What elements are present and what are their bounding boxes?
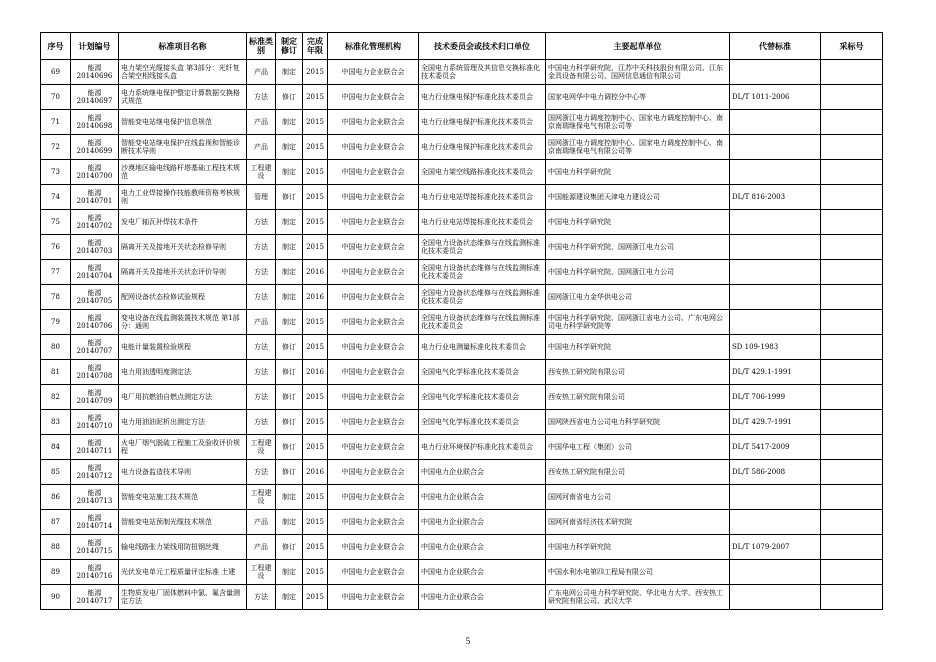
header-management-org: 标准化管理机构 bbox=[328, 33, 419, 60]
table-row bbox=[41, 260, 883, 285]
cell-drafting-units: 西安热工研究院有限公司 bbox=[546, 360, 730, 385]
cell-plan-no: 能源 20140712 bbox=[71, 460, 119, 485]
cell-project-name: 智能变电站继电保护在线监视和智能诊断技术导则 bbox=[119, 135, 247, 160]
cell-project-name: 电能计量装置检验规程 bbox=[119, 335, 247, 360]
cell-technical-committee: 全国电力设备状态维修与在线监测标准化技术委员会 bbox=[419, 310, 546, 335]
cell-category: 产品 bbox=[247, 60, 276, 85]
cell-drafting-units: 中国电力科学研究院 bbox=[546, 160, 730, 185]
cell-replaced-standard bbox=[730, 285, 821, 310]
cell-management-org: 中国电力企业联合会 bbox=[328, 485, 419, 510]
cell-replaced-standard bbox=[730, 160, 821, 185]
cell-adoption-no bbox=[821, 335, 883, 360]
table-row bbox=[41, 410, 883, 435]
cell-replaced-standard bbox=[730, 210, 821, 235]
cell-management-org: 中国电力企业联合会 bbox=[328, 110, 419, 135]
cell-drafting-units: 国家电网华中电力调控分中心等 bbox=[546, 85, 730, 110]
cell-replaced-standard bbox=[730, 485, 821, 510]
header-category: 标准类别 bbox=[247, 33, 276, 60]
cell-project-name: 火电厂烟气脱硫工程施工及验收评价规程 bbox=[119, 435, 247, 460]
cell-category: 方法 bbox=[247, 360, 276, 385]
cell-adoption-no bbox=[821, 310, 883, 335]
cell-seq: 74 bbox=[41, 185, 71, 210]
cell-replaced-standard: DL/T 429.7-1991 bbox=[730, 410, 821, 435]
cell-category: 产品 bbox=[247, 310, 276, 335]
cell-replaced-standard bbox=[730, 310, 821, 335]
table-row bbox=[41, 560, 883, 585]
cell-technical-committee: 全国电力系统管理及其信息交换标准化技术委员会 bbox=[419, 60, 546, 85]
cell-adoption-no bbox=[821, 85, 883, 110]
cell-drafting-units: 中国电力科学研究院 bbox=[546, 210, 730, 235]
cell-revision-type: 制定 bbox=[276, 585, 303, 610]
cell-seq: 87 bbox=[41, 510, 71, 535]
cell-completion-year: 2015 bbox=[303, 410, 328, 435]
cell-plan-no: 能源 20140711 bbox=[71, 435, 119, 460]
cell-adoption-no bbox=[821, 110, 883, 135]
cell-category: 方法 bbox=[247, 385, 276, 410]
cell-replaced-standard: DL/T 706-1999 bbox=[730, 385, 821, 410]
cell-adoption-no bbox=[821, 485, 883, 510]
cell-revision-type: 制定 bbox=[276, 485, 303, 510]
cell-project-name: 智能变电站预制光缆技术规范 bbox=[119, 510, 247, 535]
cell-project-name: 配网设备状态检修试验规程 bbox=[119, 285, 247, 310]
cell-seq: 78 bbox=[41, 285, 71, 310]
cell-plan-no: 能源 20140713 bbox=[71, 485, 119, 510]
cell-management-org: 中国电力企业联合会 bbox=[328, 535, 419, 560]
cell-technical-committee: 全国电力设备状态维修与在线监测标准化技术委员会 bbox=[419, 285, 546, 310]
cell-seq: 83 bbox=[41, 410, 71, 435]
cell-drafting-units: 中国电力科学研究院、国网浙江电力公司 bbox=[546, 235, 730, 260]
cell-adoption-no bbox=[821, 160, 883, 185]
cell-technical-committee: 全国电力设备状态维修与在线监测标准化技术委员会 bbox=[419, 260, 546, 285]
cell-replaced-standard: DL/T 5417-2009 bbox=[730, 435, 821, 460]
page-number: 5 bbox=[465, 636, 471, 646]
cell-revision-type: 制定 bbox=[276, 310, 303, 335]
cell-seq: 75 bbox=[41, 210, 71, 235]
cell-category: 方法 bbox=[247, 460, 276, 485]
cell-management-org: 中国电力企业联合会 bbox=[328, 435, 419, 460]
cell-plan-no: 能源 20140716 bbox=[71, 560, 119, 585]
cell-completion-year: 2015 bbox=[303, 60, 328, 85]
cell-adoption-no bbox=[821, 285, 883, 310]
table-row bbox=[41, 485, 883, 510]
cell-revision-type: 制定 bbox=[276, 210, 303, 235]
cell-revision-type: 修订 bbox=[276, 185, 303, 210]
cell-management-org: 中国电力企业联合会 bbox=[328, 285, 419, 310]
cell-revision-type: 制定 bbox=[276, 235, 303, 260]
cell-drafting-units: 国网河南省经济技术研究院 bbox=[546, 510, 730, 535]
cell-completion-year: 2015 bbox=[303, 160, 328, 185]
cell-technical-committee: 中国电力企业联合会 bbox=[419, 510, 546, 535]
cell-management-org: 中国电力企业联合会 bbox=[328, 60, 419, 85]
cell-drafting-units: 中国电力科学研究院 bbox=[546, 335, 730, 360]
cell-completion-year: 2015 bbox=[303, 185, 328, 210]
cell-completion-year: 2016 bbox=[303, 460, 328, 485]
cell-replaced-standard bbox=[730, 510, 821, 535]
cell-adoption-no bbox=[821, 385, 883, 410]
cell-drafting-units: 中国电力科学研究院、国网浙江省电力公司、广东电网公司电力科学研究院等 bbox=[546, 310, 730, 335]
cell-management-org: 中国电力企业联合会 bbox=[328, 135, 419, 160]
cell-drafting-units: 中国能源建设集团天津电力建设公司 bbox=[546, 185, 730, 210]
cell-plan-no: 能源 20140700 bbox=[71, 160, 119, 185]
cell-adoption-no bbox=[821, 460, 883, 485]
cell-category: 工程建设 bbox=[247, 435, 276, 460]
cell-seq: 80 bbox=[41, 335, 71, 360]
cell-technical-committee: 中国电力企业联合会 bbox=[419, 585, 546, 610]
cell-replaced-standard: SD 109-1983 bbox=[730, 335, 821, 360]
table-row bbox=[41, 160, 883, 185]
cell-technical-committee: 电力行业电站焊接标准化技术委员会 bbox=[419, 185, 546, 210]
cell-project-name: 生物质发电厂固体燃料中氯、氟含量测定方法 bbox=[119, 585, 247, 610]
cell-revision-type: 修订 bbox=[276, 385, 303, 410]
cell-adoption-no bbox=[821, 585, 883, 610]
cell-plan-no: 能源 20140702 bbox=[71, 210, 119, 235]
cell-technical-committee: 全国电力设备状态维修与在线监测标准化技术委员会 bbox=[419, 235, 546, 260]
cell-category: 管理 bbox=[247, 185, 276, 210]
cell-completion-year: 2015 bbox=[303, 335, 328, 360]
cell-seq: 82 bbox=[41, 385, 71, 410]
cell-management-org: 中国电力企业联合会 bbox=[328, 385, 419, 410]
cell-technical-committee: 全国电气化学标准化技术委员会 bbox=[419, 410, 546, 435]
cell-seq: 70 bbox=[41, 85, 71, 110]
header-revision-type: 制定修订 bbox=[276, 33, 303, 60]
cell-management-org: 中国电力企业联合会 bbox=[328, 235, 419, 260]
cell-completion-year: 2015 bbox=[303, 535, 328, 560]
cell-seq: 89 bbox=[41, 560, 71, 585]
header-replaced-standard: 代替标准 bbox=[730, 33, 821, 60]
cell-replaced-standard bbox=[730, 560, 821, 585]
cell-category: 工程建设 bbox=[247, 160, 276, 185]
cell-category: 方法 bbox=[247, 210, 276, 235]
cell-revision-type: 制定 bbox=[276, 60, 303, 85]
cell-revision-type: 制定 bbox=[276, 110, 303, 135]
cell-management-org: 中国电力企业联合会 bbox=[328, 360, 419, 385]
cell-plan-no: 能源 20140696 bbox=[71, 60, 119, 85]
table-row bbox=[41, 235, 883, 260]
cell-technical-committee: 全国电力架空线路标准化技术委员会 bbox=[419, 160, 546, 185]
cell-plan-no: 能源 20140707 bbox=[71, 335, 119, 360]
cell-drafting-units: 西安热工研究院有限公司 bbox=[546, 385, 730, 410]
cell-project-name: 隔离开关及接地开关状态评价导则 bbox=[119, 260, 247, 285]
cell-technical-committee: 电力行业电站焊接标准化技术委员会 bbox=[419, 210, 546, 235]
cell-project-name: 智能变电站继电保护信息规范 bbox=[119, 110, 247, 135]
cell-project-name: 沙漠地区输电线路杆塔基础工程技术规范 bbox=[119, 160, 247, 185]
table-row bbox=[41, 435, 883, 460]
header-plan-no: 计划编号 bbox=[71, 33, 119, 60]
cell-seq: 69 bbox=[41, 60, 71, 85]
cell-technical-committee: 电力行业电测量标准化技术委员会 bbox=[419, 335, 546, 360]
cell-completion-year: 2016 bbox=[303, 360, 328, 385]
cell-project-name: 电力用油透明度测定法 bbox=[119, 360, 247, 385]
cell-project-name: 电力工业焊接操作技能教师资格考核规则 bbox=[119, 185, 247, 210]
cell-seq: 88 bbox=[41, 535, 71, 560]
cell-plan-no: 能源 20140698 bbox=[71, 110, 119, 135]
cell-management-org: 中国电力企业联合会 bbox=[328, 335, 419, 360]
cell-category: 产品 bbox=[247, 535, 276, 560]
cell-seq: 72 bbox=[41, 135, 71, 160]
cell-revision-type: 修订 bbox=[276, 410, 303, 435]
cell-management-org: 中国电力企业联合会 bbox=[328, 210, 419, 235]
cell-revision-type: 修订 bbox=[276, 535, 303, 560]
table-row bbox=[41, 385, 883, 410]
cell-management-org: 中国电力企业联合会 bbox=[328, 410, 419, 435]
cell-drafting-units: 中国华电工程（集团）公司 bbox=[546, 435, 730, 460]
cell-project-name: 光伏发电单元工程质量评定标准 土建 bbox=[119, 560, 247, 585]
cell-management-org: 中国电力企业联合会 bbox=[328, 585, 419, 610]
cell-seq: 73 bbox=[41, 160, 71, 185]
cell-plan-no: 能源 20140704 bbox=[71, 260, 119, 285]
header-drafting-units: 主要起草单位 bbox=[546, 33, 730, 60]
cell-category: 产品 bbox=[247, 510, 276, 535]
cell-technical-committee: 全国电气化学标准化技术委员会 bbox=[419, 360, 546, 385]
cell-plan-no: 能源 20140710 bbox=[71, 410, 119, 435]
cell-replaced-standard bbox=[730, 60, 821, 85]
cell-revision-type: 修订 bbox=[276, 335, 303, 360]
cell-seq: 85 bbox=[41, 460, 71, 485]
cell-seq: 86 bbox=[41, 485, 71, 510]
cell-adoption-no bbox=[821, 360, 883, 385]
cell-completion-year: 2016 bbox=[303, 285, 328, 310]
cell-project-name: 电力用油油泥析出测定方法 bbox=[119, 410, 247, 435]
cell-replaced-standard bbox=[730, 135, 821, 160]
cell-replaced-standard: DL/T 1011-2006 bbox=[730, 85, 821, 110]
cell-drafting-units: 中国水利水电第四工程局有限公司 bbox=[546, 560, 730, 585]
cell-adoption-no bbox=[821, 260, 883, 285]
cell-completion-year: 2015 bbox=[303, 585, 328, 610]
table-row bbox=[41, 285, 883, 310]
cell-completion-year: 2015 bbox=[303, 85, 328, 110]
cell-category: 方法 bbox=[247, 260, 276, 285]
cell-category: 方法 bbox=[247, 585, 276, 610]
cell-seq: 71 bbox=[41, 110, 71, 135]
cell-management-org: 中国电力企业联合会 bbox=[328, 85, 419, 110]
table-row bbox=[41, 535, 883, 560]
cell-replaced-standard: DL/T 816-2003 bbox=[730, 185, 821, 210]
table-row bbox=[41, 60, 883, 85]
cell-drafting-units: 国网河南省电力公司 bbox=[546, 485, 730, 510]
cell-project-name: 电力系统继电保护整定计算数据交换格式规范 bbox=[119, 85, 247, 110]
cell-project-name: 电力设备监造技术导则 bbox=[119, 460, 247, 485]
cell-project-name: 电厂用抗燃油自燃点测定方法 bbox=[119, 385, 247, 410]
cell-technical-committee: 中国电力企业联合会 bbox=[419, 460, 546, 485]
cell-drafting-units: 中国电力科学研究院、国网浙江电力公司 bbox=[546, 260, 730, 285]
cell-replaced-standard bbox=[730, 260, 821, 285]
cell-category: 工程建设 bbox=[247, 485, 276, 510]
cell-management-org: 中国电力企业联合会 bbox=[328, 160, 419, 185]
cell-completion-year: 2016 bbox=[303, 260, 328, 285]
cell-technical-committee: 电力行业继电保护标准化技术委员会 bbox=[419, 85, 546, 110]
cell-revision-type: 制定 bbox=[276, 160, 303, 185]
cell-plan-no: 能源 20140708 bbox=[71, 360, 119, 385]
cell-technical-committee: 中国电力企业联合会 bbox=[419, 560, 546, 585]
cell-adoption-no bbox=[821, 410, 883, 435]
cell-drafting-units: 西安热工研究院有限公司 bbox=[546, 460, 730, 485]
cell-revision-type: 制定 bbox=[276, 560, 303, 585]
cell-plan-no: 能源 20140699 bbox=[71, 135, 119, 160]
cell-plan-no: 能源 20140709 bbox=[71, 385, 119, 410]
cell-adoption-no bbox=[821, 535, 883, 560]
cell-technical-committee: 中国电力企业联合会 bbox=[419, 535, 546, 560]
cell-drafting-units: 中国电力科学研究院、江苏中天科技股份有限公司、江东金具设备有限公司、国网信息通信有限公司 bbox=[546, 60, 730, 85]
cell-adoption-no bbox=[821, 135, 883, 160]
table-row bbox=[41, 310, 883, 335]
cell-category: 方法 bbox=[247, 235, 276, 260]
cell-replaced-standard bbox=[730, 585, 821, 610]
cell-revision-type: 制定 bbox=[276, 135, 303, 160]
cell-category: 工程建设 bbox=[247, 560, 276, 585]
table-row bbox=[41, 135, 883, 160]
cell-adoption-no bbox=[821, 210, 883, 235]
cell-category: 产品 bbox=[247, 135, 276, 160]
cell-management-org: 中国电力企业联合会 bbox=[328, 560, 419, 585]
cell-seq: 77 bbox=[41, 260, 71, 285]
cell-completion-year: 2015 bbox=[303, 435, 328, 460]
cell-seq: 84 bbox=[41, 435, 71, 460]
cell-category: 产品 bbox=[247, 110, 276, 135]
cell-completion-year: 2015 bbox=[303, 110, 328, 135]
cell-technical-committee: 电力行业继电保护标准化技术委员会 bbox=[419, 110, 546, 135]
cell-seq: 81 bbox=[41, 360, 71, 385]
cell-drafting-units: 国网浙江电力调度控制中心、国家电力调度控制中心、南京南瑞继保电气有限公司等 bbox=[546, 110, 730, 135]
cell-drafting-units: 广东电网公司电力科学研究院、华北电力大学、西安热工研究院有限公司、武汉大学 bbox=[546, 585, 730, 610]
cell-revision-type: 修订 bbox=[276, 360, 303, 385]
cell-plan-no: 能源 20140706 bbox=[71, 310, 119, 335]
table-row bbox=[41, 510, 883, 535]
cell-revision-type: 修订 bbox=[276, 85, 303, 110]
cell-seq: 76 bbox=[41, 235, 71, 260]
cell-completion-year: 2015 bbox=[303, 235, 328, 260]
cell-project-name: 发电厂轴瓦补焊技术条件 bbox=[119, 210, 247, 235]
cell-drafting-units: 国网浙江电力调度控制中心、国家电力调度控制中心、南京南瑞继保电气有限公司等 bbox=[546, 135, 730, 160]
cell-adoption-no bbox=[821, 435, 883, 460]
cell-replaced-standard bbox=[730, 110, 821, 135]
cell-replaced-standard bbox=[730, 235, 821, 260]
table-row bbox=[41, 360, 883, 385]
cell-plan-no: 能源 20140705 bbox=[71, 285, 119, 310]
cell-revision-type: 制定 bbox=[276, 260, 303, 285]
header-seq: 序号 bbox=[41, 33, 71, 60]
standards-table bbox=[40, 32, 883, 610]
cell-technical-committee: 电力行业继电保护标准化技术委员会 bbox=[419, 135, 546, 160]
table-body bbox=[41, 60, 883, 610]
cell-drafting-units: 国网浙江电力金华供电公司 bbox=[546, 285, 730, 310]
cell-plan-no: 能源 20140697 bbox=[71, 85, 119, 110]
table-row bbox=[41, 210, 883, 235]
cell-project-name: 隔离开关及接地开关状态检修导则 bbox=[119, 235, 247, 260]
header-technical-committee: 技术委员会或技术归口单位 bbox=[419, 33, 546, 60]
cell-project-name: 智能变电站施工技术规范 bbox=[119, 485, 247, 510]
header-project-name: 标准项目名称 bbox=[119, 33, 247, 60]
cell-completion-year: 2015 bbox=[303, 510, 328, 535]
cell-completion-year: 2015 bbox=[303, 310, 328, 335]
cell-plan-no: 能源 20140703 bbox=[71, 235, 119, 260]
cell-seq: 90 bbox=[41, 585, 71, 610]
cell-management-org: 中国电力企业联合会 bbox=[328, 260, 419, 285]
cell-replaced-standard: DL/T 1079-2007 bbox=[730, 535, 821, 560]
cell-adoption-no bbox=[821, 60, 883, 85]
cell-revision-type: 制定 bbox=[276, 285, 303, 310]
cell-project-name: 输电线路张力架线用防扭钢丝绳 bbox=[119, 535, 247, 560]
cell-drafting-units: 国网陕西省电力公司电力科学研究院 bbox=[546, 410, 730, 435]
cell-management-org: 中国电力企业联合会 bbox=[328, 460, 419, 485]
cell-revision-type: 制定 bbox=[276, 510, 303, 535]
table-row bbox=[41, 585, 883, 610]
cell-drafting-units: 中国电力科学研究院 bbox=[546, 535, 730, 560]
table-header-row bbox=[41, 33, 883, 60]
cell-technical-committee: 电力行业环境保护标准化技术委员会 bbox=[419, 435, 546, 460]
cell-completion-year: 2015 bbox=[303, 210, 328, 235]
header-adoption-no: 采标号 bbox=[821, 33, 883, 60]
table-row bbox=[41, 110, 883, 135]
cell-replaced-standard: DL/T 429.1-1991 bbox=[730, 360, 821, 385]
cell-category: 方法 bbox=[247, 85, 276, 110]
cell-management-org: 中国电力企业联合会 bbox=[328, 185, 419, 210]
cell-adoption-no bbox=[821, 510, 883, 535]
cell-plan-no: 能源 20140717 bbox=[71, 585, 119, 610]
cell-category: 方法 bbox=[247, 335, 276, 360]
cell-completion-year: 2015 bbox=[303, 485, 328, 510]
cell-adoption-no bbox=[821, 235, 883, 260]
cell-technical-committee: 中国电力企业联合会 bbox=[419, 485, 546, 510]
cell-category: 方法 bbox=[247, 410, 276, 435]
cell-plan-no: 能源 20140715 bbox=[71, 535, 119, 560]
cell-management-org: 中国电力企业联合会 bbox=[328, 310, 419, 335]
cell-revision-type: 修订 bbox=[276, 460, 303, 485]
cell-completion-year: 2015 bbox=[303, 385, 328, 410]
cell-replaced-standard: DL/T 586-2008 bbox=[730, 460, 821, 485]
cell-plan-no: 能源 20140714 bbox=[71, 510, 119, 535]
cell-project-name: 电力架空光缆接头盒 第3部分：光纤复合架空相线接头盒 bbox=[119, 60, 247, 85]
table-row bbox=[41, 185, 883, 210]
cell-adoption-no bbox=[821, 185, 883, 210]
cell-completion-year: 2015 bbox=[303, 135, 328, 160]
cell-adoption-no bbox=[821, 560, 883, 585]
cell-technical-committee: 全国电气化学标准化技术委员会 bbox=[419, 385, 546, 410]
table-row bbox=[41, 335, 883, 360]
cell-management-org: 中国电力企业联合会 bbox=[328, 510, 419, 535]
cell-revision-type: 修订 bbox=[276, 435, 303, 460]
table-row bbox=[41, 460, 883, 485]
table-row bbox=[41, 85, 883, 110]
cell-seq: 79 bbox=[41, 310, 71, 335]
cell-category: 方法 bbox=[247, 285, 276, 310]
header-completion-year: 完成年限 bbox=[303, 33, 328, 60]
cell-completion-year: 2015 bbox=[303, 560, 328, 585]
cell-plan-no: 能源 20140701 bbox=[71, 185, 119, 210]
cell-project-name: 变电设备在线监测装置技术规范 第1部分：通则 bbox=[119, 310, 247, 335]
